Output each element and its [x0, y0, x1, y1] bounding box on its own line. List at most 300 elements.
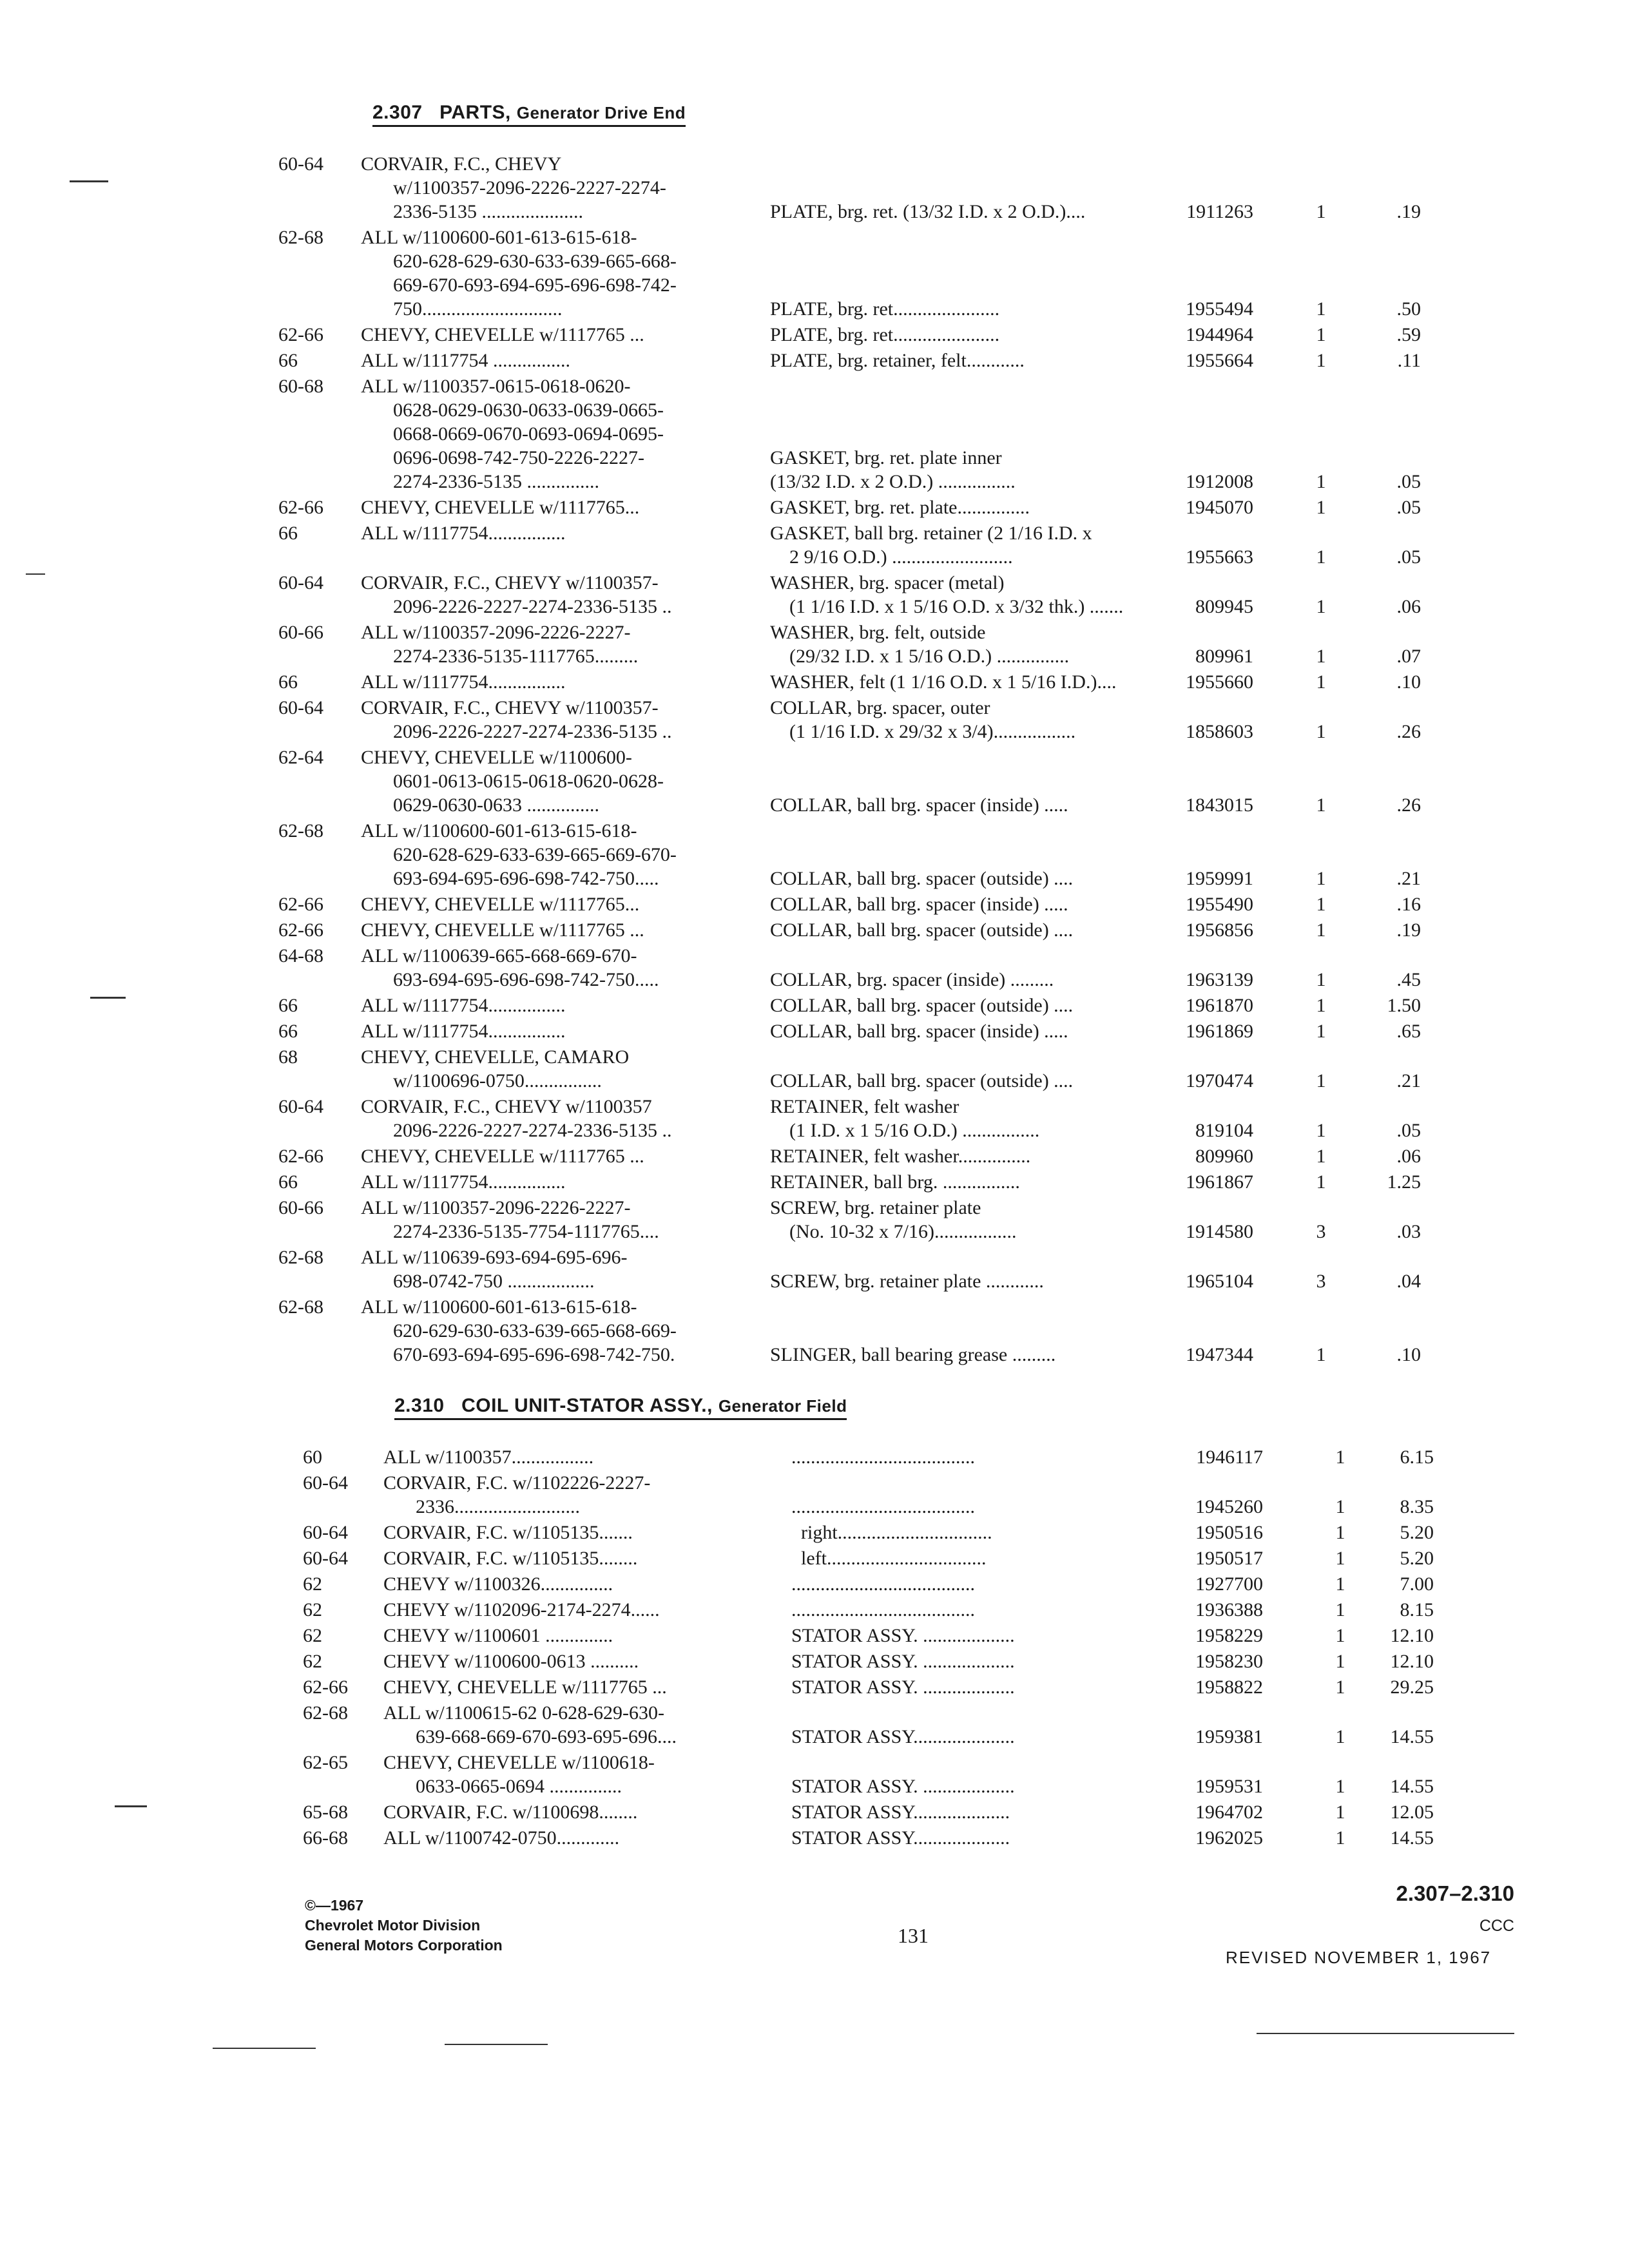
price: .05	[1396, 1120, 1421, 1141]
model-year: 62-68	[278, 227, 323, 248]
application-line: CORVAIR, F.C. w/1105135........	[383, 1548, 638, 1569]
part-description: COLLAR, brg. spacer (inside) .........	[770, 969, 1054, 990]
application-line: CHEVY w/1100600-0613 ..........	[383, 1651, 639, 1672]
model-year: 66	[278, 995, 298, 1016]
application-line: 0628-0629-0630-0633-0639-0665-	[393, 399, 664, 421]
application-line: ALL w/1117754................	[361, 671, 566, 693]
model-year: 65-68	[303, 1802, 348, 1823]
part-description: STATOR ASSY....................	[791, 1827, 1010, 1849]
part-description: ......................................	[791, 1599, 975, 1620]
application-line: 669-670-693-694-695-696-698-742-	[393, 274, 677, 296]
application-line: CHEVY w/1100326...............	[383, 1573, 613, 1595]
part-description: GASKET, brg. ret. plate inner	[770, 447, 1002, 468]
model-year: 66	[278, 523, 298, 544]
part-description: SCREW, brg. retainer plate ............	[770, 1271, 1044, 1292]
table-row	[0, 1245, 1629, 1293]
part-number: 1958230	[1195, 1651, 1263, 1672]
model-year: 64-68	[278, 945, 323, 966]
quantity: 1	[1335, 1776, 1345, 1797]
section-number: 2.310	[394, 1395, 445, 1416]
model-year: 62-66	[278, 497, 323, 518]
quantity: 1	[1316, 671, 1326, 693]
quantity: 1	[1335, 1677, 1345, 1698]
price: .10	[1396, 671, 1421, 693]
quantity: 1	[1335, 1625, 1345, 1646]
application-line: ALL w/1100600-601-613-615-618-	[361, 820, 637, 841]
model-year: 62-66	[278, 1146, 323, 1167]
model-year: 60-64	[278, 1096, 323, 1117]
application-line: CHEVY, CHEVELLE w/1117765...	[361, 497, 640, 518]
quantity: 3	[1316, 1271, 1326, 1292]
quantity: 1	[1316, 546, 1326, 568]
quantity: 1	[1316, 1120, 1326, 1141]
part-number: 1947344	[1186, 1344, 1253, 1365]
quantity: 1	[1335, 1496, 1345, 1517]
model-year: 60-64	[278, 572, 323, 593]
model-year: 62-64	[278, 747, 323, 768]
part-number: 1946117	[1196, 1446, 1263, 1468]
model-year: 60-68	[278, 376, 323, 397]
part-number: 1959531	[1195, 1776, 1263, 1797]
model-year: 62	[303, 1651, 322, 1672]
page-number: 131	[898, 1924, 929, 1947]
price: 8.35	[1400, 1496, 1434, 1517]
application-line: 2096-2226-2227-2274-2336-5135 ..	[393, 596, 672, 617]
part-description: RETAINER, ball brg. ................	[770, 1171, 1020, 1193]
part-description: (No. 10-32 x 7/16).................	[789, 1221, 1017, 1242]
price: .16	[1396, 894, 1421, 915]
part-description: PLATE, brg. ret......................	[770, 298, 1000, 320]
part-description: WASHER, brg. felt, outside	[770, 622, 986, 643]
model-year: 62-66	[278, 324, 323, 345]
part-description: left.................................	[791, 1548, 987, 1569]
bottom-rule	[213, 2048, 316, 2049]
part-description: STATOR ASSY. ...................	[791, 1677, 1015, 1698]
part-number: 1858603	[1186, 721, 1253, 742]
part-description: COLLAR, ball brg. spacer (inside) .....	[770, 1021, 1068, 1042]
part-number: 1958229	[1195, 1625, 1263, 1646]
part-number: 1959991	[1186, 868, 1253, 889]
table-row	[0, 1045, 1629, 1093]
table-row	[0, 994, 1629, 1017]
quantity: 1	[1316, 868, 1326, 889]
quantity: 1	[1316, 1070, 1326, 1091]
part-description: (13/32 I.D. x 2 O.D.) ................	[770, 471, 1016, 492]
part-description: COLLAR, ball brg. spacer (outside) ....	[770, 868, 1074, 889]
model-year: 62-66	[278, 894, 323, 915]
part-description: (29/32 I.D. x 1 5/16 O.D.) ...............	[789, 646, 1070, 667]
price: .59	[1396, 324, 1421, 345]
part-description: STATOR ASSY....................	[791, 1802, 1010, 1823]
application-line: ALL w/1100357-0615-0618-0620-	[361, 376, 631, 397]
price: .26	[1396, 794, 1421, 816]
quantity: 1	[1316, 1021, 1326, 1042]
part-number: 1950517	[1195, 1548, 1263, 1569]
price: .45	[1396, 969, 1421, 990]
application-line: 620-628-629-630-633-639-665-668-	[393, 251, 677, 272]
application-line: CORVAIR, F.C., CHEVY	[361, 153, 562, 175]
quantity: 1	[1316, 646, 1326, 667]
application-line: CHEVY, CHEVELLE w/1117765 ...	[361, 1146, 644, 1167]
model-year: 62-66	[303, 1677, 348, 1698]
part-number: 1945260	[1195, 1496, 1263, 1517]
part-description: RETAINER, felt washer...............	[770, 1146, 1031, 1167]
table-row	[0, 521, 1629, 569]
quantity: 1	[1316, 721, 1326, 742]
application-line: CHEVY, CHEVELLE w/1117765 ...	[361, 324, 644, 345]
quantity: 1	[1316, 1146, 1326, 1167]
application-line: CORVAIR, F.C., CHEVY w/1100357-	[361, 697, 659, 718]
application-line: CHEVY, CHEVELLE w/1100618-	[383, 1752, 655, 1773]
table-row	[0, 1572, 1629, 1596]
bottom-rule	[445, 2044, 548, 2045]
part-number: 1955660	[1186, 671, 1253, 693]
table-row	[0, 892, 1629, 916]
table-row	[0, 1445, 1629, 1469]
part-number: 1955663	[1186, 546, 1253, 568]
application-line: CHEVY, CHEVELLE w/1117765 ...	[383, 1677, 667, 1698]
model-year: 60	[303, 1446, 322, 1468]
quantity: 1	[1316, 298, 1326, 320]
copyright-block	[305, 1896, 503, 1956]
part-description: PLATE, brg. ret. (13/32 I.D. x 2 O.D.)....	[770, 201, 1086, 222]
part-number: 1950516	[1195, 1522, 1263, 1543]
part-number: 1843015	[1186, 794, 1253, 816]
part-number: 1955494	[1186, 298, 1253, 320]
application-line: 2274-2336-5135-1117765.........	[393, 646, 639, 667]
model-year: 62-68	[278, 820, 323, 841]
application-line: 693-694-695-696-698-742-750.....	[393, 969, 659, 990]
part-description: STATOR ASSY. ...................	[791, 1776, 1015, 1797]
price: 8.15	[1400, 1599, 1434, 1620]
application-line: 0629-0630-0633 ...............	[393, 794, 599, 816]
part-number: 1961867	[1186, 1171, 1253, 1193]
price: .04	[1396, 1271, 1421, 1292]
quantity: 1	[1335, 1599, 1345, 1620]
part-number: 1955490	[1186, 894, 1253, 915]
part-description: SCREW, brg. retainer plate	[770, 1197, 981, 1218]
table-row	[0, 226, 1629, 321]
table-row	[0, 1144, 1629, 1168]
model-year: 60-64	[278, 697, 323, 718]
model-year: 68	[278, 1046, 298, 1068]
application-line: ALL w/1100600-601-613-615-618-	[361, 1296, 637, 1318]
price: 7.00	[1400, 1573, 1434, 1595]
application-line: CORVAIR, F.C. w/1100698........	[383, 1802, 638, 1823]
part-number: 1911263	[1186, 201, 1253, 222]
part-number: 819104	[1195, 1120, 1253, 1141]
model-year: 62	[303, 1625, 322, 1646]
model-year: 62-68	[278, 1247, 323, 1268]
quantity: 1	[1316, 201, 1326, 222]
part-description: COLLAR, ball brg. spacer (outside) ....	[770, 1070, 1074, 1091]
section-number: 2.307	[372, 102, 423, 123]
application-line: w/1100357-2096-2226-2227-2274-	[393, 177, 666, 198]
part-description: STATOR ASSY. ...................	[791, 1625, 1015, 1646]
quantity: 1	[1335, 1827, 1345, 1849]
model-year: 60-64	[278, 153, 323, 175]
model-year: 60-64	[303, 1548, 348, 1569]
part-description: (1 I.D. x 1 5/16 O.D.) ................	[789, 1120, 1040, 1141]
application-line: ALL w/1117754................	[361, 1021, 566, 1042]
price: .05	[1396, 497, 1421, 518]
application-line: CORVAIR, F.C., CHEVY w/1100357-	[361, 572, 659, 593]
part-description: ......................................	[791, 1496, 975, 1517]
table-row	[0, 944, 1629, 992]
price: .06	[1396, 596, 1421, 617]
part-number: 1964702	[1195, 1802, 1263, 1823]
bottom-rule	[1257, 2033, 1514, 2034]
model-year: 66-68	[303, 1827, 348, 1849]
model-year: 62-66	[278, 919, 323, 941]
part-description: PLATE, brg. ret......................	[770, 324, 1000, 345]
table-row	[0, 696, 1629, 744]
application-line: w/1100696-0750................	[393, 1070, 602, 1091]
price: .19	[1396, 919, 1421, 941]
quantity: 1	[1316, 497, 1326, 518]
model-year: 60-64	[303, 1522, 348, 1543]
price: .10	[1396, 1344, 1421, 1365]
table-row	[0, 1649, 1629, 1673]
part-number: 1965104	[1186, 1271, 1253, 1292]
quantity: 1	[1316, 794, 1326, 816]
part-description: PLATE, brg. retainer, felt............	[770, 350, 1025, 371]
application-line: 0668-0669-0670-0693-0694-0695-	[393, 423, 664, 445]
part-number: 1958822	[1195, 1677, 1263, 1698]
part-description: WASHER, brg. spacer (metal)	[770, 572, 1005, 593]
price: 29.25	[1390, 1677, 1434, 1698]
model-year: 60-66	[278, 622, 323, 643]
application-line: CHEVY w/1100601 ..............	[383, 1625, 613, 1646]
table-row	[0, 1019, 1629, 1043]
application-line: ALL w/1100742-0750.............	[383, 1827, 620, 1849]
part-description: WASHER, felt (1 1/16 O.D. x 1 5/16 I.D.)....	[770, 671, 1117, 693]
application-line: 670-693-694-695-696-698-742-750.	[393, 1344, 675, 1365]
revised-date: REVISED NOVEMBER 1, 1967	[1226, 1948, 1492, 1967]
quantity: 1	[1335, 1726, 1345, 1747]
quantity: 1	[1316, 1344, 1326, 1365]
price: 12.05	[1390, 1802, 1434, 1823]
table-row	[0, 1624, 1629, 1648]
price: .26	[1396, 721, 1421, 742]
quantity: 1	[1316, 350, 1326, 371]
application-line: 2096-2226-2227-2274-2336-5135 ..	[393, 1120, 672, 1141]
table-row	[0, 152, 1629, 224]
application-line: ALL w/1100357-2096-2226-2227-	[361, 622, 631, 643]
quantity: 3	[1316, 1221, 1326, 1242]
application-line: 639-668-669-670-693-695-696....	[416, 1726, 677, 1747]
part-number: 1955664	[1186, 350, 1253, 371]
section-header-2-307	[372, 102, 686, 127]
table-row	[0, 1471, 1629, 1519]
part-number: 1914580	[1186, 1221, 1253, 1242]
price: .19	[1396, 201, 1421, 222]
model-year: 62-68	[303, 1702, 348, 1724]
part-description: (1 1/16 I.D. x 1 5/16 O.D. x 3/32 thk.) .......	[789, 596, 1124, 617]
application-line: CHEVY, CHEVELLE w/1117765 ...	[361, 919, 644, 941]
quantity: 1	[1316, 1171, 1326, 1193]
part-description: COLLAR, ball brg. spacer (outside) ....	[770, 919, 1074, 941]
part-number: 1961870	[1186, 995, 1253, 1016]
model-year: 62	[303, 1573, 322, 1595]
price: .11	[1397, 350, 1421, 371]
part-number: 809945	[1195, 596, 1253, 617]
part-description: SLINGER, ball bearing grease .........	[770, 1344, 1056, 1365]
corporation-name: General Motors Corporation	[305, 1937, 503, 1954]
part-description: GASKET, brg. ret. plate...............	[770, 497, 1030, 518]
table-row	[0, 1170, 1629, 1194]
part-number: 1962025	[1195, 1827, 1263, 1849]
section-subtitle: Generator Drive End	[516, 103, 686, 122]
application-line: 0601-0613-0615-0618-0620-0628-	[393, 771, 664, 792]
section-header-2-310	[394, 1395, 847, 1420]
margin-mark	[115, 1805, 147, 1807]
part-description: COLLAR, ball brg. spacer (inside) .....	[770, 894, 1068, 915]
application-line: 620-629-630-633-639-665-668-669-	[393, 1320, 677, 1341]
table-row	[0, 1295, 1629, 1367]
ccc-code: CCC	[1479, 1917, 1514, 1935]
application-line: CHEVY, CHEVELLE, CAMARO	[361, 1046, 630, 1068]
copyright-year: ©—1967	[305, 1897, 364, 1914]
part-number: 1970474	[1186, 1070, 1253, 1091]
application-line: 2274-2336-5135 ...............	[393, 471, 599, 492]
reference-code: 2.307–2.310	[1396, 1881, 1514, 1905]
margin-mark	[90, 997, 126, 999]
model-year: 66	[278, 350, 298, 371]
model-year: 60-66	[278, 1197, 323, 1218]
quantity: 1	[1316, 995, 1326, 1016]
table-row	[0, 918, 1629, 942]
price: .50	[1396, 298, 1421, 320]
price: .07	[1396, 646, 1421, 667]
part-number: 1944964	[1186, 324, 1253, 345]
table-row	[0, 1598, 1629, 1622]
table-row	[0, 819, 1629, 890]
price: 1.50	[1387, 995, 1421, 1016]
price: .21	[1396, 1070, 1421, 1091]
application-line: ALL w/1117754................	[361, 523, 566, 544]
table-row	[0, 1800, 1629, 1824]
table-row	[0, 374, 1629, 494]
application-line: ALL w/1100639-665-668-669-670-	[361, 945, 637, 966]
table-row	[0, 349, 1629, 372]
table-row	[0, 620, 1629, 668]
quantity: 1	[1316, 969, 1326, 990]
part-number: 809960	[1195, 1146, 1253, 1167]
price: 12.10	[1390, 1625, 1434, 1646]
part-number: 1936388	[1195, 1599, 1263, 1620]
table-row	[0, 1095, 1629, 1142]
application-line: 698-0742-750 ..................	[393, 1271, 595, 1292]
part-number: 1927700	[1195, 1573, 1263, 1595]
table-row	[0, 1196, 1629, 1244]
application-line: ALL w/1100600-601-613-615-618-	[361, 227, 637, 248]
part-description: GASKET, ball brg. retainer (2 1/16 I.D. x	[770, 523, 1092, 544]
price: .06	[1396, 1146, 1421, 1167]
price: 14.55	[1390, 1776, 1434, 1797]
price: 14.55	[1390, 1827, 1434, 1849]
part-description: ......................................	[791, 1446, 975, 1468]
price: .03	[1396, 1221, 1421, 1242]
table-row	[0, 1826, 1629, 1850]
model-year: 62-65	[303, 1752, 348, 1773]
margin-mark	[70, 180, 108, 182]
application-line: CORVAIR, F.C., CHEVY w/1100357	[361, 1096, 652, 1117]
model-year: 66	[278, 1021, 298, 1042]
price: 5.20	[1400, 1522, 1434, 1543]
table-row	[0, 495, 1629, 519]
table-row	[0, 1701, 1629, 1749]
table-row	[0, 670, 1629, 694]
application-line: 620-628-629-633-639-665-669-670-	[393, 844, 677, 865]
application-line: 750.............................	[393, 298, 563, 320]
price: .65	[1396, 1021, 1421, 1042]
section-title: PARTS,	[439, 102, 511, 123]
margin-mark	[26, 573, 45, 575]
quantity: 1	[1335, 1548, 1345, 1569]
part-description: STATOR ASSY. ...................	[791, 1651, 1015, 1672]
quantity: 1	[1316, 894, 1326, 915]
quantity: 1	[1335, 1802, 1345, 1823]
table-row	[0, 1521, 1629, 1544]
quantity: 1	[1316, 596, 1326, 617]
application-line: 2274-2336-5135-7754-1117765....	[393, 1221, 659, 1242]
application-line: CHEVY, CHEVELLE w/1117765...	[361, 894, 640, 915]
table-row	[0, 1675, 1629, 1699]
application-line: ALL w/1117754................	[361, 995, 566, 1016]
application-line: ALL w/1100357-2096-2226-2227-	[361, 1197, 631, 1218]
application-line: ALL w/1117754 ................	[361, 350, 570, 371]
part-number: 1959381	[1195, 1726, 1263, 1747]
price: 1.25	[1387, 1171, 1421, 1193]
quantity: 1	[1335, 1446, 1345, 1468]
part-number: 809961	[1195, 646, 1253, 667]
section-title: COIL UNIT-STATOR ASSY.,	[461, 1395, 713, 1416]
part-description: RETAINER, felt washer	[770, 1096, 959, 1117]
application-line: ALL w/1117754................	[361, 1171, 566, 1193]
model-year: 66	[278, 1171, 298, 1193]
price: 12.10	[1390, 1651, 1434, 1672]
part-number: 1956856	[1186, 919, 1253, 941]
part-number: 1961869	[1186, 1021, 1253, 1042]
quantity: 1	[1335, 1573, 1345, 1595]
quantity: 1	[1316, 471, 1326, 492]
table-row	[0, 1546, 1629, 1570]
part-description: 2 9/16 O.D.) .........................	[789, 546, 1013, 568]
price: .21	[1396, 868, 1421, 889]
table-row	[0, 571, 1629, 619]
quantity: 1	[1316, 324, 1326, 345]
table-row	[0, 1751, 1629, 1798]
application-line: 693-694-695-696-698-742-750.....	[393, 868, 659, 889]
application-line: CHEVY, CHEVELLE w/1100600-	[361, 747, 632, 768]
quantity: 1	[1316, 919, 1326, 941]
section-subtitle: Generator Field	[718, 1396, 847, 1416]
part-description: ......................................	[791, 1573, 975, 1595]
part-description: COLLAR, brg. spacer, outer	[770, 697, 990, 718]
model-year: 62-68	[278, 1296, 323, 1318]
model-year: 66	[278, 671, 298, 693]
application-line: 0696-0698-742-750-2226-2227-	[393, 447, 644, 468]
part-description: right................................	[791, 1522, 992, 1543]
application-line: ALL w/1100615-62 0-628-629-630-	[383, 1702, 665, 1724]
part-number: 1945070	[1186, 497, 1253, 518]
table-row	[0, 745, 1629, 817]
price: 14.55	[1390, 1726, 1434, 1747]
price: .05	[1396, 546, 1421, 568]
application-line: ALL w/1100357.................	[383, 1446, 594, 1468]
application-line: 0633-0665-0694 ...............	[416, 1776, 622, 1797]
